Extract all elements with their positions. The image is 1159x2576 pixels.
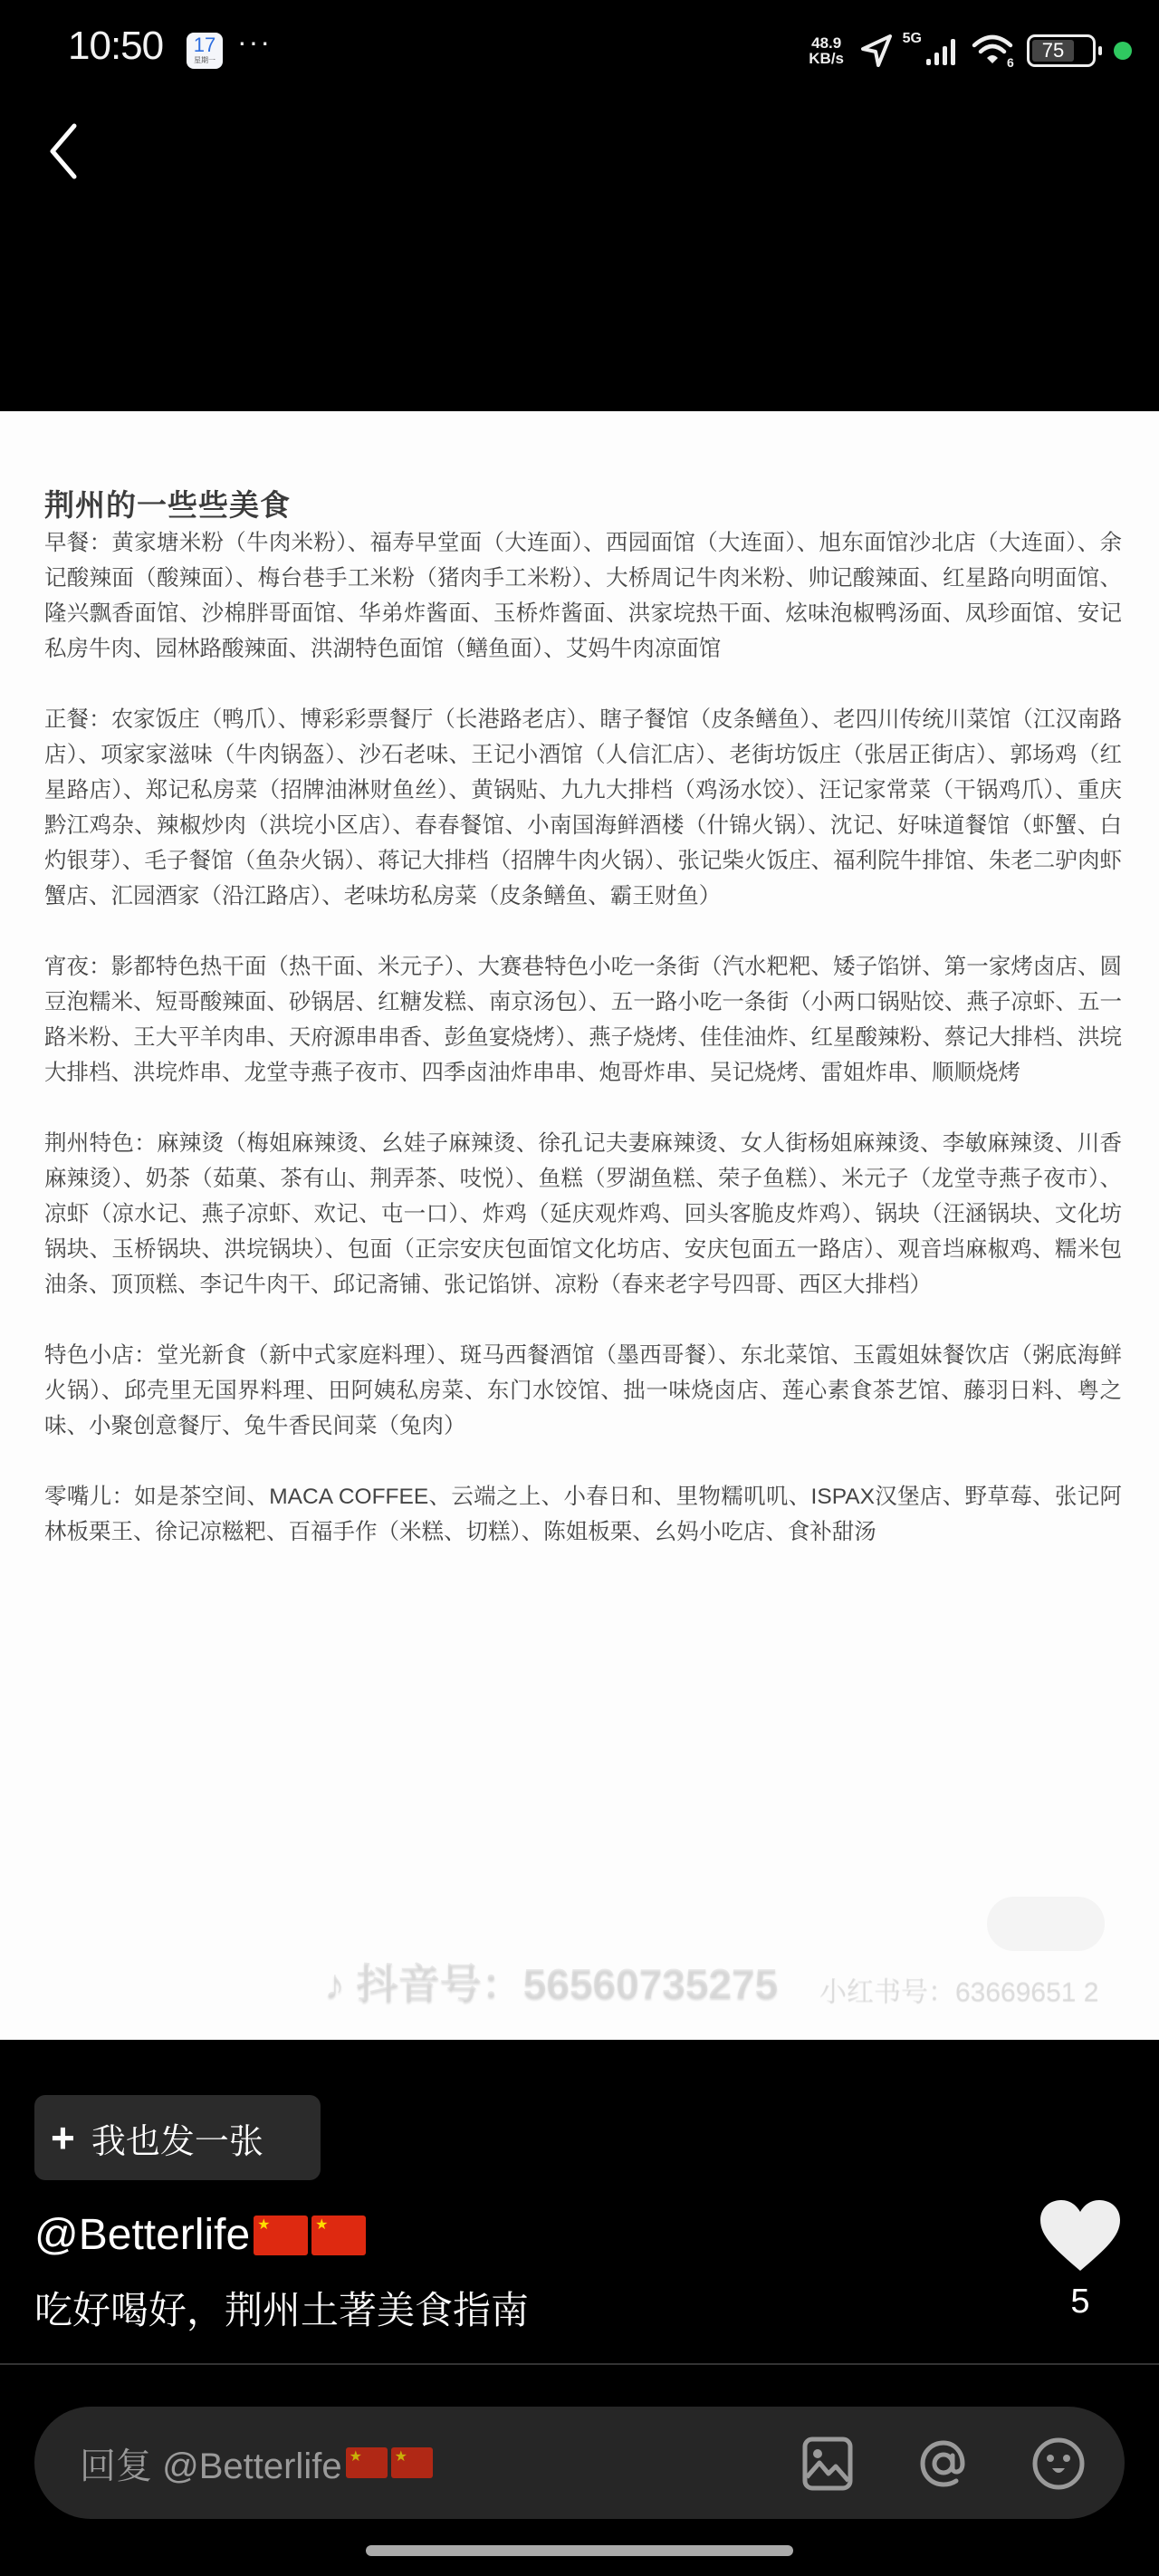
section-special-shops: 特色小店：堂光新食（新中式家庭料理）、斑马西餐酒馆（墨西哥餐）、东北菜馆、玉霞姐妹餐饮店（粥底海鲜火锅）、邱壳里无国界料理、田阿姨私房菜、东门水饺馆、拙一味烧卤店、莲心素食茶艺馆、藤羽日料、粤之味、小聚创意餐厅、兔牛香民间菜（兔肉）	[44, 1343, 1122, 1438]
wifi-icon	[971, 33, 1018, 69]
china-flag-emoji	[311, 2216, 366, 2255]
post-too-label: 我也发一张	[91, 2122, 263, 2161]
section-late-night: 宵夜：影都特色热干面（热干面、米元子）、大赛巷特色小吃一条街（汽水粑粑、矮子馅饼、第一家烤卤店、圆豆泡糯米、短哥酸辣面、砂锅居、红糖发糕、南京汤包）、五一路小吃一条街（小两口锅贴饺、燕子凉虾、五一路米粉、王大平羊肉串、天府源串串香、彭鱼宴烧烤）、燕子烧烤、佳佳油炸、红星酸辣粉、蔡记大排档、洪垸大排档、洪垸炸串、龙堂寺燕子夜市、四季卤油炸串串、炮哥炸串、吴记烧烤、雷姐炸串、顺顺烧烤	[44, 955, 1122, 1085]
network-speed-unit: KB/s	[809, 50, 845, 67]
plus-icon: +	[51, 2114, 75, 2161]
reply-bar	[34, 2407, 1125, 2519]
post-too-button[interactable]	[34, 2095, 321, 2180]
like-button[interactable]	[1037, 2196, 1124, 2274]
author-handle: @Betterlife	[34, 2211, 251, 2259]
signal-bars-icon	[925, 35, 962, 66]
china-flag-emoji	[391, 2447, 433, 2478]
chevron-left-icon	[45, 122, 81, 180]
reply-placeholder: 回复 @Betterlife	[80, 2446, 342, 2486]
privacy-indicator-dot	[1114, 42, 1132, 60]
at-sign-icon	[915, 2436, 972, 2492]
smiley-icon	[1030, 2436, 1087, 2492]
post-image[interactable]	[0, 411, 1159, 2040]
mention-button[interactable]	[915, 2436, 972, 2492]
battery-level: 75	[1032, 40, 1074, 62]
heart-icon	[1037, 2196, 1124, 2274]
network-type: 5G	[902, 31, 922, 46]
more-notifications-icon: ···	[237, 25, 272, 58]
status-icons	[803, 29, 1132, 72]
back-button[interactable]	[45, 122, 100, 186]
location-arrow-icon	[859, 33, 894, 69]
china-flag-emoji	[254, 2216, 308, 2255]
image-icon	[800, 2436, 856, 2492]
author-name[interactable]	[34, 2210, 366, 2260]
calendar-icon	[187, 33, 223, 69]
image-picker-button[interactable]	[800, 2436, 856, 2492]
douyin-watermark-text: 抖音号：56560735275	[356, 1960, 779, 2007]
section-snacks: 零嘴儿：如是茶空间、MACA COFFEE、云端之上、小春日和、里物糯叽叽、ISPAX汉堡店、野草莓、张记阿林板栗王、徐记凉糍粑、百福手作（米糕、切糕）、陈姐板栗、幺妈小吃店、食补甜汤	[44, 1485, 1122, 1544]
post-caption: 吃好喝好，荆州土著美食指南	[34, 2289, 530, 2331]
home-indicator[interactable]	[366, 2545, 793, 2556]
battery-icon	[1027, 34, 1096, 67]
calendar-weekday: 星期一	[194, 56, 216, 64]
network-speed	[803, 35, 850, 66]
document-title: 荆州的一些些美食	[44, 488, 291, 522]
status-bar	[0, 0, 1159, 100]
douyin-logo-icon: ♪	[324, 1960, 357, 2007]
like-count: 5	[1070, 2283, 1090, 2321]
calendar-day: 17	[193, 34, 216, 56]
network-speed-value: 48.9	[811, 34, 842, 52]
xiaohongshu-watermark: 小红书号：63669651 2	[819, 1977, 1099, 2007]
divider	[0, 2363, 1159, 2365]
emoji-button[interactable]	[1030, 2436, 1087, 2492]
xiaohongshu-watermark-logo	[987, 1897, 1105, 1951]
document-body	[44, 525, 1122, 1585]
section-main-meals: 正餐：农家饭庄（鸭爪）、博彩彩票餐厅（长港路老店）、瞎子餐馆（皮条鳝鱼）、老四川传统川菜馆（江汉南路店）、项家家滋味（牛肉锅盔）、沙石老味、王记小酒馆（人信汇店）、老街坊饭庄（张居正街店）、郭场鸡（红星路店）、郑记私房菜（招牌油淋财鱼丝）、黄锅贴、九九大排档（鸡汤水饺）、汪记家常菜（干锅鸡爪）、重庆黔江鸡杂、辣椒炒肉（洪垸小区店）、春春餐馆、小南国海鲜酒楼（什锦火锅）、沈记、好味道餐馆（虾蟹、白灼银芽）、毛子餐馆（鱼杂火锅）、蒋记大排档（招牌牛肉火锅）、张记柴火饭庄、福利院牛排馆、朱老二驴肉虾蟹店、汇园酒家（沿江路店）、老味坊私房菜（皮条鳝鱼、霸王财鱼）	[44, 707, 1122, 908]
reply-input[interactable]	[80, 2407, 750, 2519]
svg-text:6: 6	[1007, 55, 1014, 69]
status-time: 10:50	[68, 24, 164, 68]
section-breakfast: 早餐：黄家塘米粉（牛肉米粉）、福寿早堂面（大连面）、西园面馆（大连面）、旭东面馆沙北店（大连面）、余记酸辣面（酸辣面）、梅台巷手工米粉（猪肉手工米粉）、大桥周记牛肉米粉、帅记酸辣面、红星路向明面馆、隆兴飘香面馆、沙棉胖哥面馆、华弟炸酱面、玉桥炸酱面、洪家垸热干面、炫味泡椒鸭汤面、凤珍面馆、安记私房牛肉、园林路酸辣面、洪湖特色面馆（鳝鱼面）、艾妈牛肉凉面馆	[44, 531, 1122, 661]
douyin-watermark	[324, 1951, 778, 2011]
china-flag-emoji	[346, 2447, 388, 2478]
section-jingzhou-specialties: 荆州特色：麻辣烫（梅姐麻辣烫、幺娃子麻辣烫、徐孔记夫妻麻辣烫、女人街杨姐麻辣烫、李敏麻辣烫、川香麻辣烫）、奶茶（茹菓、茶有山、荆弄茶、吱悦）、鱼糕（罗湖鱼糕、荣子鱼糕）、米元子（龙堂寺燕子夜市）、凉虾（凉水记、燕子凉虾、欢记、屯一口）、炸鸡（延庆观炸鸡、回头客脆皮炸鸡）、锅块（汪涵锅块、文化坊锅块、玉桥锅块、洪垸锅块）、包面（正宗安庆包面馆文化坊店、安庆包面五一路店）、观音垱麻椒鸡、糯米包油条、顶顶糕、李记牛肉干、邱记斋铺、张记馅饼、凉粉（春来老字号四哥、西区大排档）	[44, 1131, 1122, 1297]
